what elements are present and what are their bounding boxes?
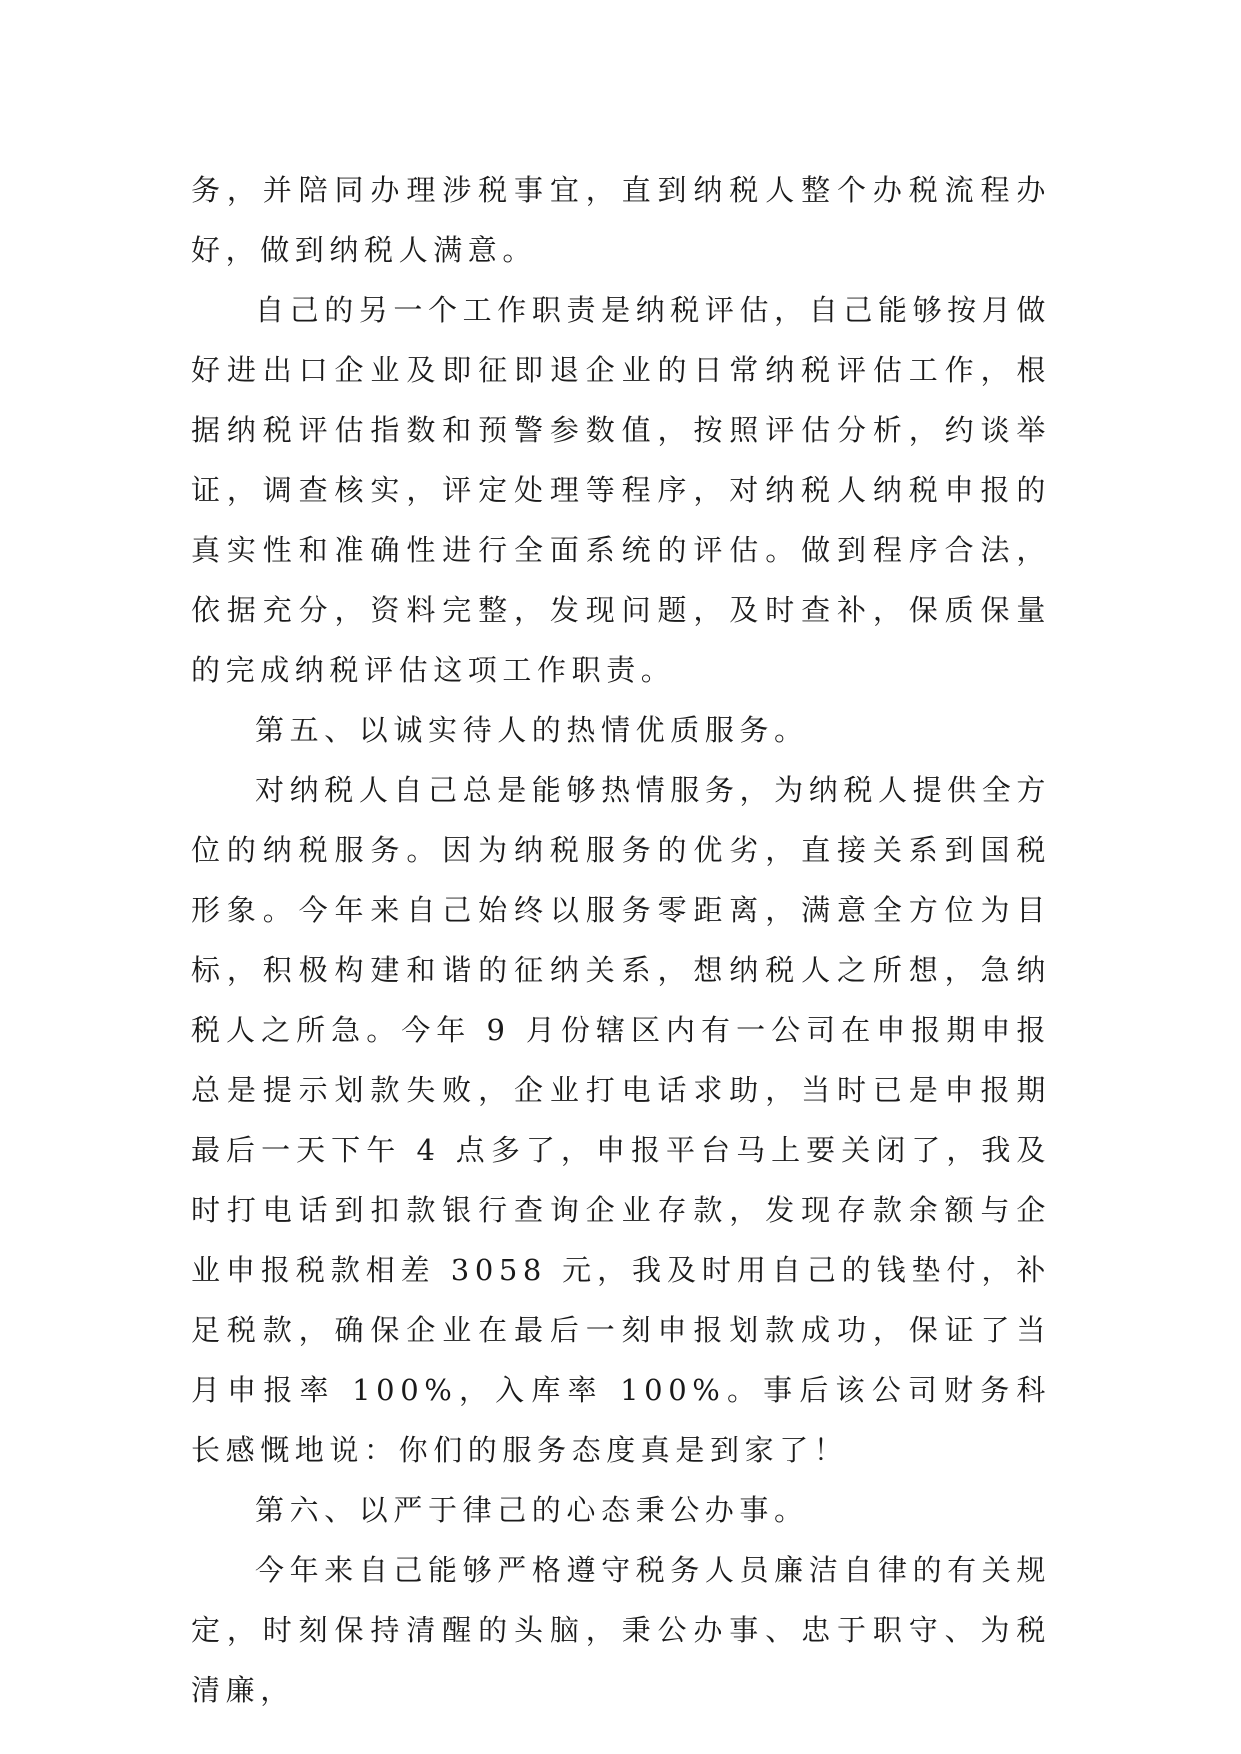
paragraph-service: 对纳税人自己总是能够热情服务，为纳税人提供全方位的纳税服务。因为纳税服务的优劣，直接关系到国税形象。今年来自己始终以服务零距离，满意全方位为目标，积极构建和谐的征纳关系，想纳税人之所想，急纳税人之所急。今年 9 月份辖区内有一公司在申报期申报总是提示划款失败，企业打电话求助，当时已是申报期最后一天下午 4 点多了，申报平台马上要关闭了，我及时打电话到扣款银行查询企业存款，发现存款余额与企业申报税款相差 3058 元，我及时用自己的钱垫付，补足税款，确保企业在最后一刻申报划款成功，保证了当月申报率 100%，入库率 100%。事后该公司财务科长感慨地说：你们的服务态度真是到家了！ <box>191 773 1051 1467</box>
section-heading-six: 第六、以严于律己的心态秉公办事。 <box>255 1493 809 1527</box>
section-heading-five: 第五、以诚实待人的热情优质服务。 <box>255 713 809 747</box>
paragraph-integrity: 今年来自己能够严格遵守税务人员廉洁自律的有关规定，时刻保持清醒的头脑，秉公办事、忠于职守、为税清廉， <box>191 1553 1051 1707</box>
document-body <box>191 160 1051 1720</box>
paragraph-tax-assessment: 自己的另一个工作职责是纳税评估，自己能够按月做好进出口企业及即征即退企业的日常纳税评估工作，根据纳税评估指数和预警参数值，按照评估分析，约谈举证，调查核实，评定处理等程序，对纳税人纳税申报的真实性和准确性进行全面系统的评估。做到程序合法，依据充分，资料完整，发现问题，及时查补，保质保量的完成纳税评估这项工作职责。 <box>191 293 1051 687</box>
paragraph-continuation: 务，并陪同办理涉税事宜，直到纳税人整个办税流程办好，做到纳税人满意。 <box>191 173 1051 267</box>
